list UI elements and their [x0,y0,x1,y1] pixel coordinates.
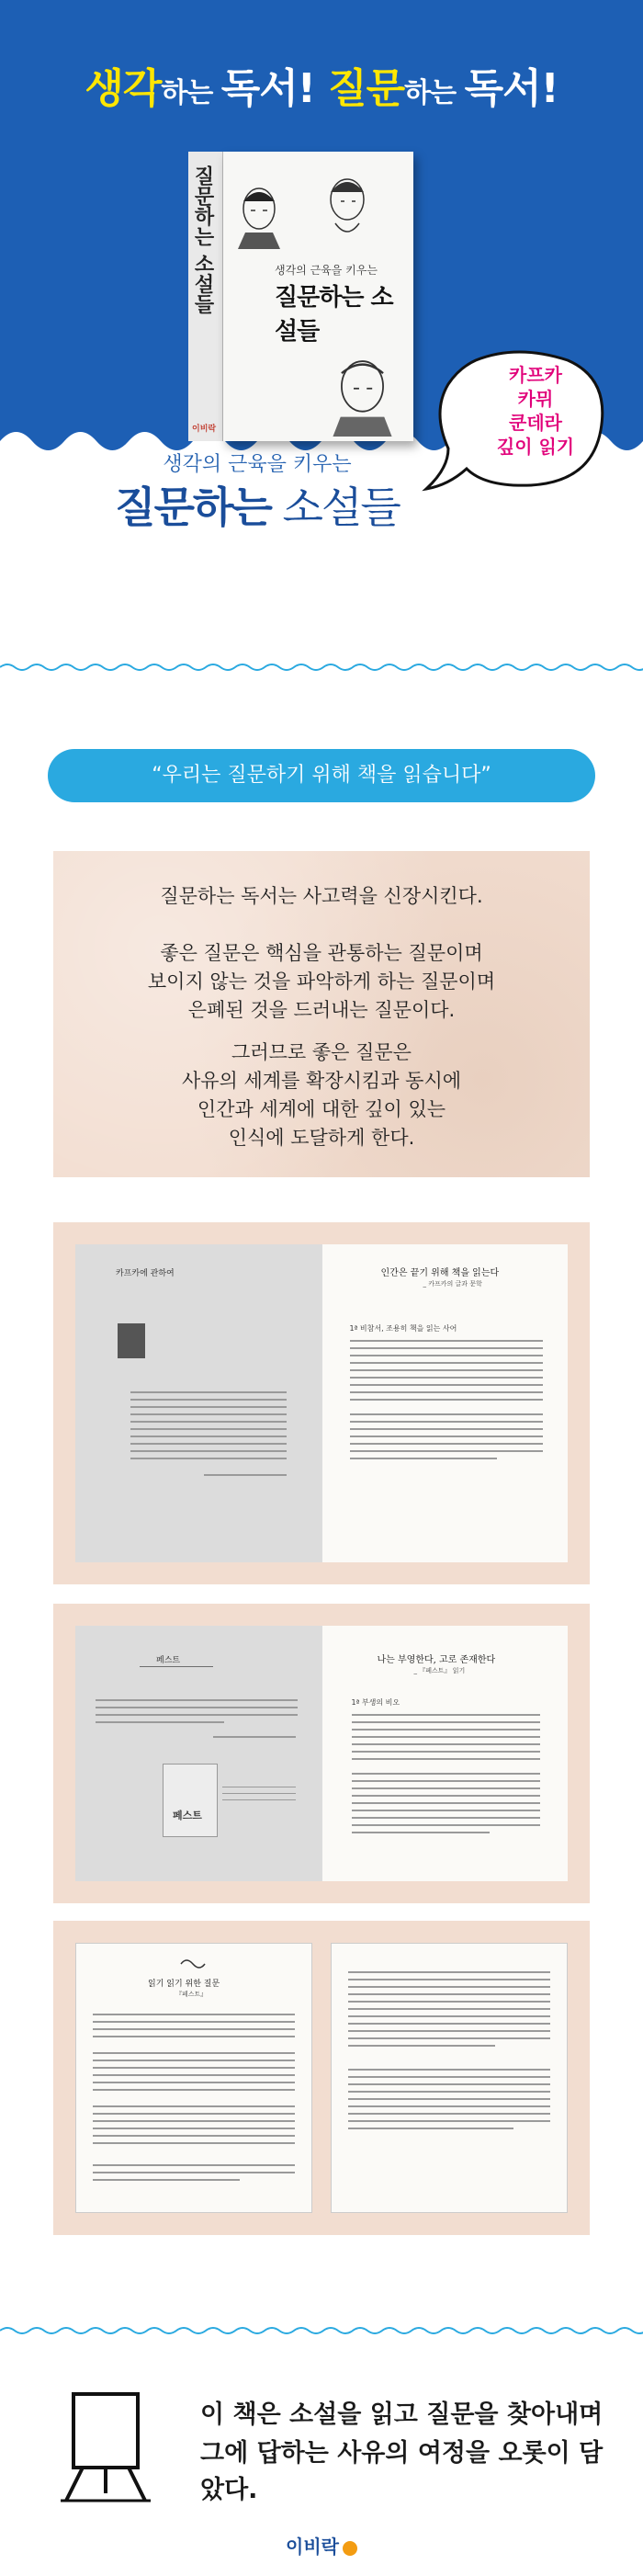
closing-line-1: 이 책은 소설을 읽고 질문을 찾아내며 [200,2400,604,2429]
paper-p2-line-1: 좋은 질문은 핵심을 관통하는 질문이며 [160,942,483,964]
page-spread-1 [53,1222,590,1584]
spread1-section-label: 1ª 비참서, 조용히 책을 읽는 사어 [349,1324,457,1333]
text-line [348,2083,550,2085]
spread2-right-page [322,1626,569,1881]
spine-brand: 이비락 [192,425,217,434]
text-line [93,2128,295,2129]
text-line [348,2069,550,2071]
text-line [352,1795,540,1797]
text-line [130,1436,287,1437]
text-line [93,2142,295,2144]
publisher-name: 이비락 [286,2536,339,2558]
text-line [352,1714,540,1716]
callout-line-3: 쿤데라 [509,412,562,434]
text-line [348,2098,550,2100]
text-line [350,1428,543,1430]
text-line [130,1450,287,1452]
text-line [350,1384,543,1386]
text-line [352,1832,490,1833]
text-line [350,1458,497,1459]
text-line [348,2045,495,2047]
text-line [350,1355,543,1356]
spread1-right-subtitle: _ 카프카의 글과 문학 [423,1280,482,1288]
portrait-camus-icon [315,168,379,242]
book-cover-image [188,152,413,441]
text-line [93,2105,295,2107]
text-line [352,1729,540,1731]
text-line [93,2164,295,2166]
text-line [350,1391,543,1393]
paper-p2-line-3: 은폐된 것을 드러내는 질문이다. [187,999,456,1021]
book-thumbnail-icon [163,1764,218,1837]
text-line [348,2091,550,2093]
book-title-bold: 질문하는 [115,482,271,532]
book-front [223,152,413,441]
text-line [204,1474,287,1476]
text-line [96,1714,298,1716]
text-line [130,1421,287,1423]
spread1-left-heading: 카프카에 관하여 [116,1269,175,1278]
easel-board-icon [55,2385,156,2504]
callout-line-4: 깊이 읽기 [496,436,575,458]
text-line [93,2120,295,2122]
spread2-right-title: 나는 부영한다, 고로 존재한다 [377,1655,496,1665]
text-line [348,1993,550,1995]
text-line [96,1699,298,1701]
book-title-light: 소설들 [270,482,400,532]
text-line [352,1824,540,1826]
spread2-left-heading: 페스트 [156,1656,181,1665]
text-line [130,1413,287,1415]
book-title-large [0,474,643,535]
paper-p3-line-3: 인간과 세계에 대한 깊이 있는 [197,1098,446,1120]
text-line [350,1436,543,1437]
text-line [348,1986,550,1988]
callout-line-2: 카뮈 [517,388,554,410]
text-line [93,2172,295,2173]
quote-pill: “우리는 질문하기 위해 책을 읽습니다” [48,749,595,802]
text-line [352,1736,540,1738]
text-line [348,2120,550,2122]
text-line [93,2113,295,2115]
text-line [348,2105,550,2107]
text-line [350,1399,543,1401]
text-line [130,1428,287,1430]
paper-paragraph-2 [53,939,590,1025]
text-line [222,1799,296,1800]
hero-title-word-2: 하는 [161,77,221,109]
paper-p3-line-1: 그러므로 좋은 질문은 [231,1041,412,1063]
text-line [130,1391,287,1393]
kafka-photo-icon [118,1323,145,1358]
text-line [130,1458,287,1459]
text-line [350,1421,543,1423]
text-line [93,2135,295,2137]
text-line [348,2001,550,2003]
wave-divider-top [0,662,643,673]
text-line [213,1736,296,1738]
text-line [222,1793,296,1794]
text-line [352,1743,540,1745]
page-spread-3 [53,1921,590,2235]
text-line [130,1406,287,1408]
text-line [93,2060,295,2061]
text-line [348,2008,550,2010]
text-line [352,1810,540,1811]
paper-p2-line-2: 보이지 않는 것을 파악하게 하는 질문이며 [147,970,496,993]
text-line [352,1780,540,1782]
book-thumbnail-label: 페스트 [173,1810,202,1821]
text-line [350,1369,543,1371]
hero-title-word-4: 질문 [328,65,405,112]
text-line [348,2030,550,2032]
text-line [352,1721,540,1723]
spread1-right-title: 인간은 끝기 위해 책을 읽는다 [380,1268,500,1278]
book-tagline: 생각의 근육을 키우는 [163,453,352,476]
ornament-icon [179,1957,207,1971]
cover-title: 질문하는 소설들 [275,284,393,346]
text-line [350,1413,543,1415]
spread3-left-title: 읽기 읽기 위한 질문 [148,1980,220,1989]
text-line [348,2076,550,2078]
paper-paragraph-1: 질문하는 독서는 사고력을 신장시킨다. [160,885,483,907]
text-line [93,2014,295,2015]
heading-rule [140,1666,213,1667]
hero-title [0,55,643,114]
text-line [352,1802,540,1804]
portrait-kundera-icon [319,349,406,437]
text-line [350,1340,543,1342]
paper-p3-line-4: 인식에 도달하게 한다. [228,1127,415,1149]
cover-subtitle: 생각의 근육을 키우는 [275,264,378,277]
text-line [350,1450,543,1452]
text-line [350,1362,543,1364]
paper-text-block [53,851,590,1177]
spread2-left-page [75,1626,322,1881]
spread2-section-label: 1ª 부생의 비오 [351,1698,400,1707]
spread1-left-page [75,1244,322,1562]
text-line [93,2179,240,2181]
text-line [93,2082,295,2083]
text-line [352,1751,540,1753]
text-line [348,2037,550,2039]
spread1-right-page [322,1244,569,1562]
text-line [93,2036,295,2037]
text-line [348,1971,550,1973]
text-line [96,1721,224,1723]
text-line [348,2023,550,2025]
text-line [93,2067,295,2069]
wave-divider-bottom [0,2325,643,2336]
paper-paragraph-3 [53,1038,590,1152]
hero-title-word-3: 독서! [220,65,329,112]
text-line [348,2113,550,2115]
page-spread-2 [53,1604,590,1903]
text-line [352,1758,540,1760]
book-spine [188,152,223,441]
publisher-logo-icon [343,2541,357,2556]
paper-p3-line-2: 사유의 세계를 확장시킴과 동시에 [181,1070,462,1092]
text-line [352,1787,540,1789]
text-line [352,1817,540,1819]
closing-line-2: 그에 답하는 사유의 여정을 오롯이 담았다. [200,2439,604,2504]
hero-title-word-5: 하는 [404,77,465,109]
text-line [93,2052,295,2054]
callout-line-1: 카프카 [509,364,562,386]
text-line [350,1443,543,1445]
hero-banner [0,0,643,634]
text-line [348,2128,513,2129]
text-line [352,1773,540,1775]
callout-text [467,363,604,459]
spine-title: 질문하는 소설들 [191,165,215,314]
spread3-left-page [75,1943,312,2213]
hero-title-word-6: 독서! [464,65,558,112]
portrait-kafka-icon [227,176,291,249]
text-line [348,2015,550,2017]
text-line [130,1399,287,1401]
text-line [93,2074,295,2076]
text-line [93,2021,295,2023]
text-line [350,1347,543,1349]
spread3-right-page [331,1943,568,2213]
hero-title-word-1: 생각 [85,65,162,112]
text-line [93,2028,295,2030]
text-line [96,1707,298,1708]
publisher-logo [0,2532,643,2559]
text-line [93,2089,295,2091]
text-line [130,1443,287,1445]
text-line [348,1979,550,1980]
spread3-left-subtitle: 『페스트』 [175,1991,208,1998]
spread2-right-subtitle: _ 『페스트』 읽기 [413,1667,466,1674]
text-line [350,1377,543,1379]
